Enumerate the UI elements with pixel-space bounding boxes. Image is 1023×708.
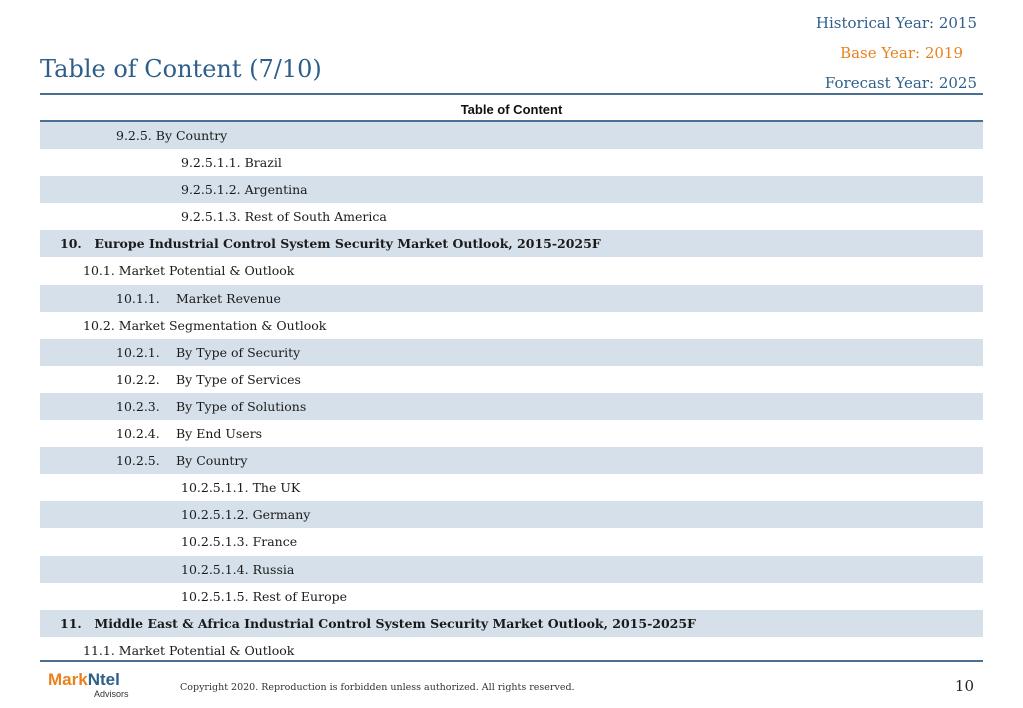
toc-row-text: Market Potential & Outlook [118, 263, 295, 279]
toc-row [40, 501, 983, 528]
toc-row-number: 10.2.5.1.1. [181, 480, 249, 496]
toc-row-text: Market Revenue [175, 290, 281, 306]
toc-row-number: 9.2.5.1.3. [181, 209, 241, 225]
toc-row-number: 10.2.5. [116, 453, 160, 469]
toc-row [40, 230, 983, 257]
forecast-year: Forecast Year: 2025 [824, 74, 977, 92]
toc-row-text: Rest of South America [244, 209, 387, 225]
toc-row [40, 366, 983, 393]
base-year: Base Year: 2019 [840, 44, 963, 62]
toc-row-number: 10.2.5.1.3. [181, 534, 249, 550]
toc-row-text: Rest of Europe [252, 588, 347, 604]
toc-row-number: 11. [60, 615, 82, 631]
historical-year: Historical Year: 2015 [815, 14, 977, 32]
toc-row [40, 474, 983, 501]
copyright-notice: Copyright 2020. Reproduction is forbidden unless authorized. All rights reserved. [180, 682, 575, 693]
toc-row [40, 583, 983, 610]
toc-row-number: 10.1. [83, 263, 115, 279]
toc-row [40, 257, 983, 284]
toc-row [40, 610, 983, 637]
toc-row [40, 447, 983, 474]
toc-row-number: 9.2.5.1.1. [181, 155, 241, 171]
toc-row [40, 393, 983, 420]
toc-row-text: Middle East & Africa Industrial Control System Security Market Outlook, 2015-2025F [94, 615, 696, 631]
toc-row-text: Market Potential & Outlook [118, 642, 295, 658]
toc-row-text: By Type of Security [175, 344, 301, 360]
toc-row-number: 10. [60, 236, 82, 252]
toc-row [40, 122, 983, 149]
logo-ntel-text: Ntel [87, 670, 120, 689]
toc-row-text: Argentina [244, 182, 308, 198]
toc-row [40, 339, 983, 366]
toc-row-number: 10.2.5.1.5. [181, 588, 249, 604]
toc-row-number: 10.1.1. [116, 290, 160, 306]
year-info [816, 8, 977, 98]
toc-row [40, 285, 983, 312]
logo-mark-text: Mark [48, 670, 88, 689]
toc-header: Table of Content [40, 93, 983, 122]
toc-row-text: By Country [175, 453, 248, 469]
toc-row-text: Europe Industrial Control System Security Market Outlook, 2015-2025F [94, 236, 601, 252]
page-number: 10 [954, 677, 974, 695]
toc-row-text: Brazil [244, 155, 282, 171]
toc-rows [40, 122, 983, 664]
bottom-divider [40, 660, 983, 662]
toc-row-number: 11.1. [83, 642, 115, 658]
toc-row [40, 203, 983, 230]
toc-row-text: By Type of Solutions [175, 398, 307, 414]
toc-row-number: 10.2.1. [116, 344, 160, 360]
toc-row [40, 176, 983, 203]
toc-row-text: By Country [155, 128, 228, 143]
marknteladvisors-logo [48, 671, 138, 701]
toc-row-number: 10.2.5.1.2. [181, 507, 249, 523]
toc-row-number: 10.2. [83, 317, 115, 333]
toc-row [40, 556, 983, 583]
toc-row [40, 312, 983, 339]
toc-row-text: By End Users [175, 426, 263, 442]
toc-row-text: Market Segmentation & Outlook [118, 317, 327, 333]
toc-row [40, 528, 983, 555]
toc-row-number: 9.2.5.1.2. [181, 182, 241, 198]
toc-row [40, 149, 983, 176]
page-title: Table of Content (7/10) [40, 55, 322, 83]
toc-row-text: Russia [252, 561, 295, 577]
toc-row-number: 10.2.2. [116, 371, 160, 387]
toc-row-number: 10.2.3. [116, 398, 160, 414]
toc-row-number: 10.2.5.1.4. [181, 561, 249, 577]
toc-row-text: The UK [252, 480, 301, 496]
toc-table [40, 93, 983, 664]
toc-row-number: 10.2.4. [116, 426, 160, 442]
toc-row-text: Germany [252, 507, 311, 523]
toc-row-text: By Type of Services [175, 371, 301, 387]
toc-row-number: 9.2.5. [116, 128, 152, 143]
logo-subtitle: Advisors [94, 689, 129, 699]
toc-row [40, 420, 983, 447]
toc-row-text: France [252, 534, 298, 550]
